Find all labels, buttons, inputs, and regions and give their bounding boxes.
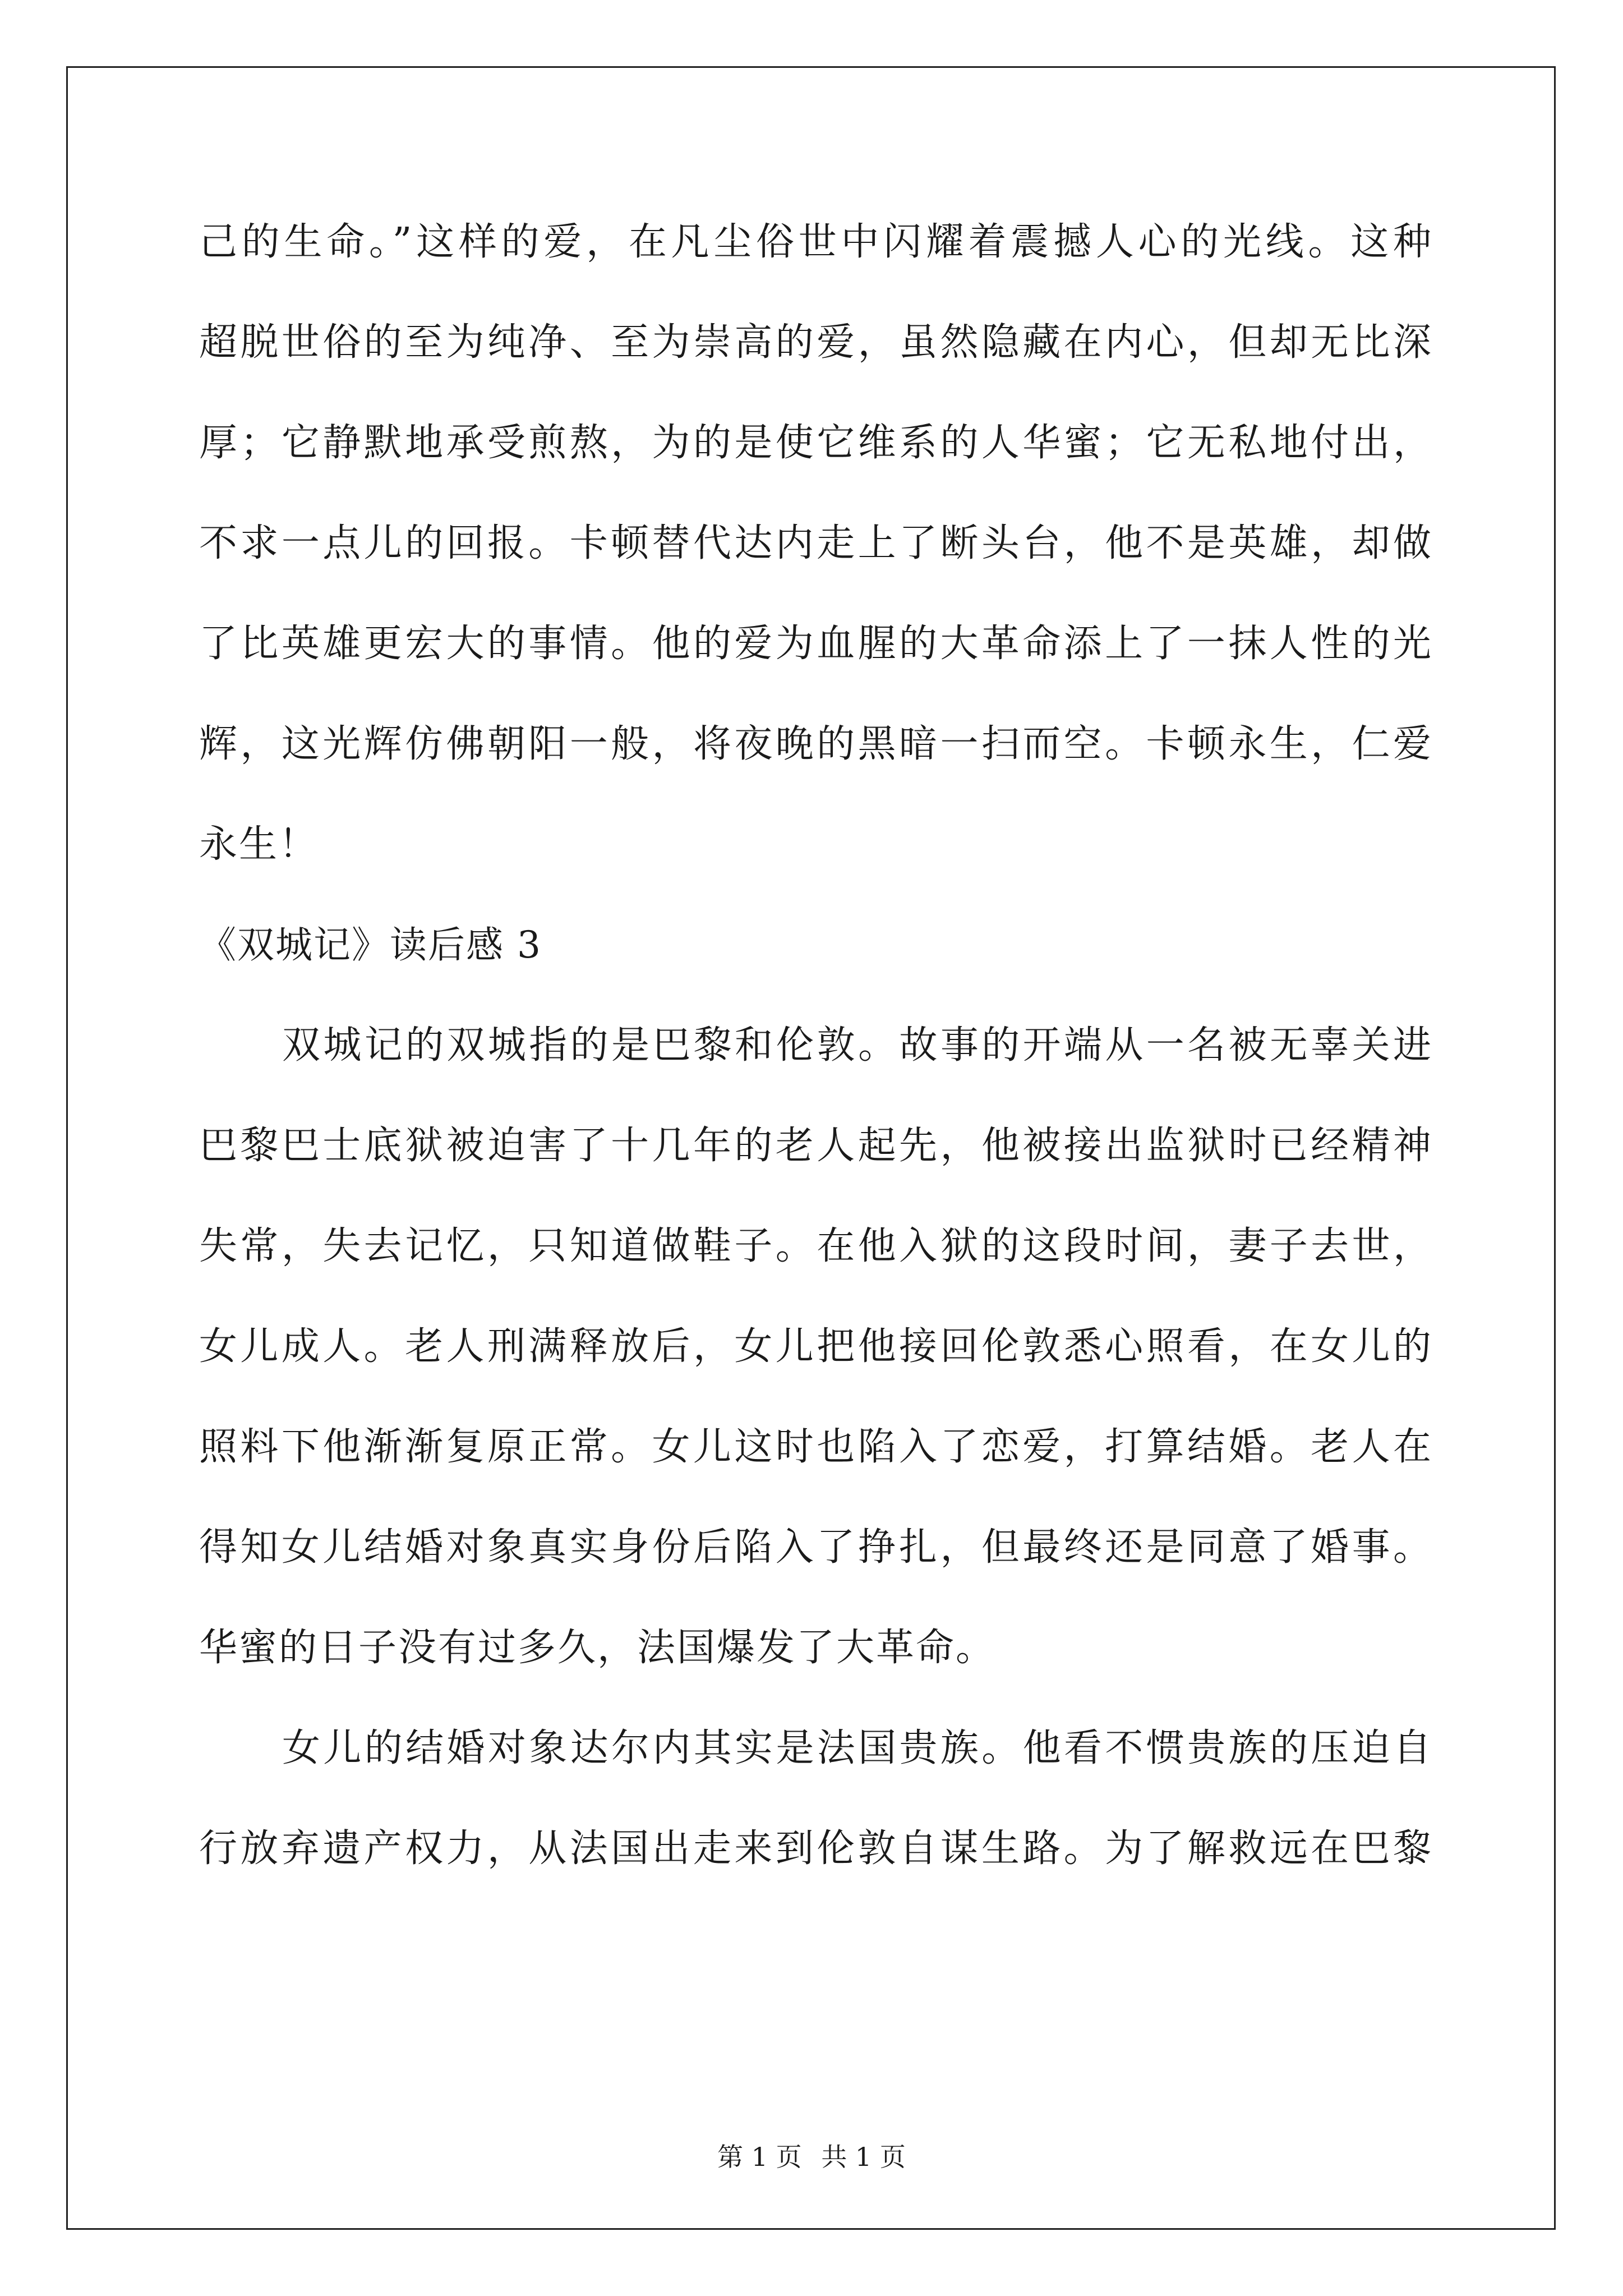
page-footer: [0, 2140, 1623, 2174]
section-heading: 《双城记》读后感 3: [199, 923, 542, 967]
text-line: 超脱世俗的至为纯净、至为崇高的爱，虽然隐藏在内心，但却无比深: [199, 320, 1433, 365]
document-body: [199, 206, 1433, 1913]
text-line: 不求一点儿的回报。卡顿替代达内走上了断头台，他不是英雄，却做: [199, 521, 1433, 565]
text-line: 女儿成人。老人刑满释放后，女儿把他接回伦敦悉心照看，在女儿的: [199, 1324, 1433, 1369]
text-line: 巴黎巴士底狱被迫害了十几年的老人起先，他被接出监狱时已经精神: [199, 1124, 1433, 1168]
text-line: 永生！: [199, 822, 319, 867]
text-line: 行放弃遗产权力，从法国出走来到伦敦自谋生路。为了解救远在巴黎: [199, 1826, 1433, 1871]
text-line: 华蜜的日子没有过多久，法国爆发了大革命。: [199, 1626, 996, 1670]
text-line: 厚；它静默地承受煎熬，为的是使它维系的人华蜜；它无私地付出，: [199, 421, 1433, 465]
text-line: 己的生命。”这样的爱，在凡尘俗世中闪耀着震撼人心的光线。这种: [199, 220, 1433, 264]
text-line: 了比英雄更宏大的事情。他的爱为血腥的大革命添上了一抹人性的光: [199, 622, 1433, 666]
text-line: 辉，这光辉仿佛朝阳一般，将夜晚的黑暗一扫而空。卡顿永生，仁爱: [199, 722, 1433, 766]
page-total: 共 1 页: [821, 2142, 906, 2172]
text-line: 双城记的双城指的是巴黎和伦敦。故事的开端从一名被无辜关进: [282, 1023, 1433, 1068]
text-line: 失常，失去记忆，只知道做鞋子。在他入狱的这段时间，妻子去世，: [199, 1224, 1433, 1268]
text-line: 女儿的结婚对象达尔内其实是法国贵族。他看不惯贵族的压迫自: [282, 1726, 1433, 1770]
text-line: 得知女儿结婚对象真实身份后陷入了挣扎，但最终还是同意了婚事。: [199, 1525, 1433, 1570]
page-number: 第 1 页: [717, 2142, 802, 2172]
text-line: 照料下他渐渐复原正常。女儿这时也陷入了恋爱，打算结婚。老人在: [199, 1425, 1433, 1469]
